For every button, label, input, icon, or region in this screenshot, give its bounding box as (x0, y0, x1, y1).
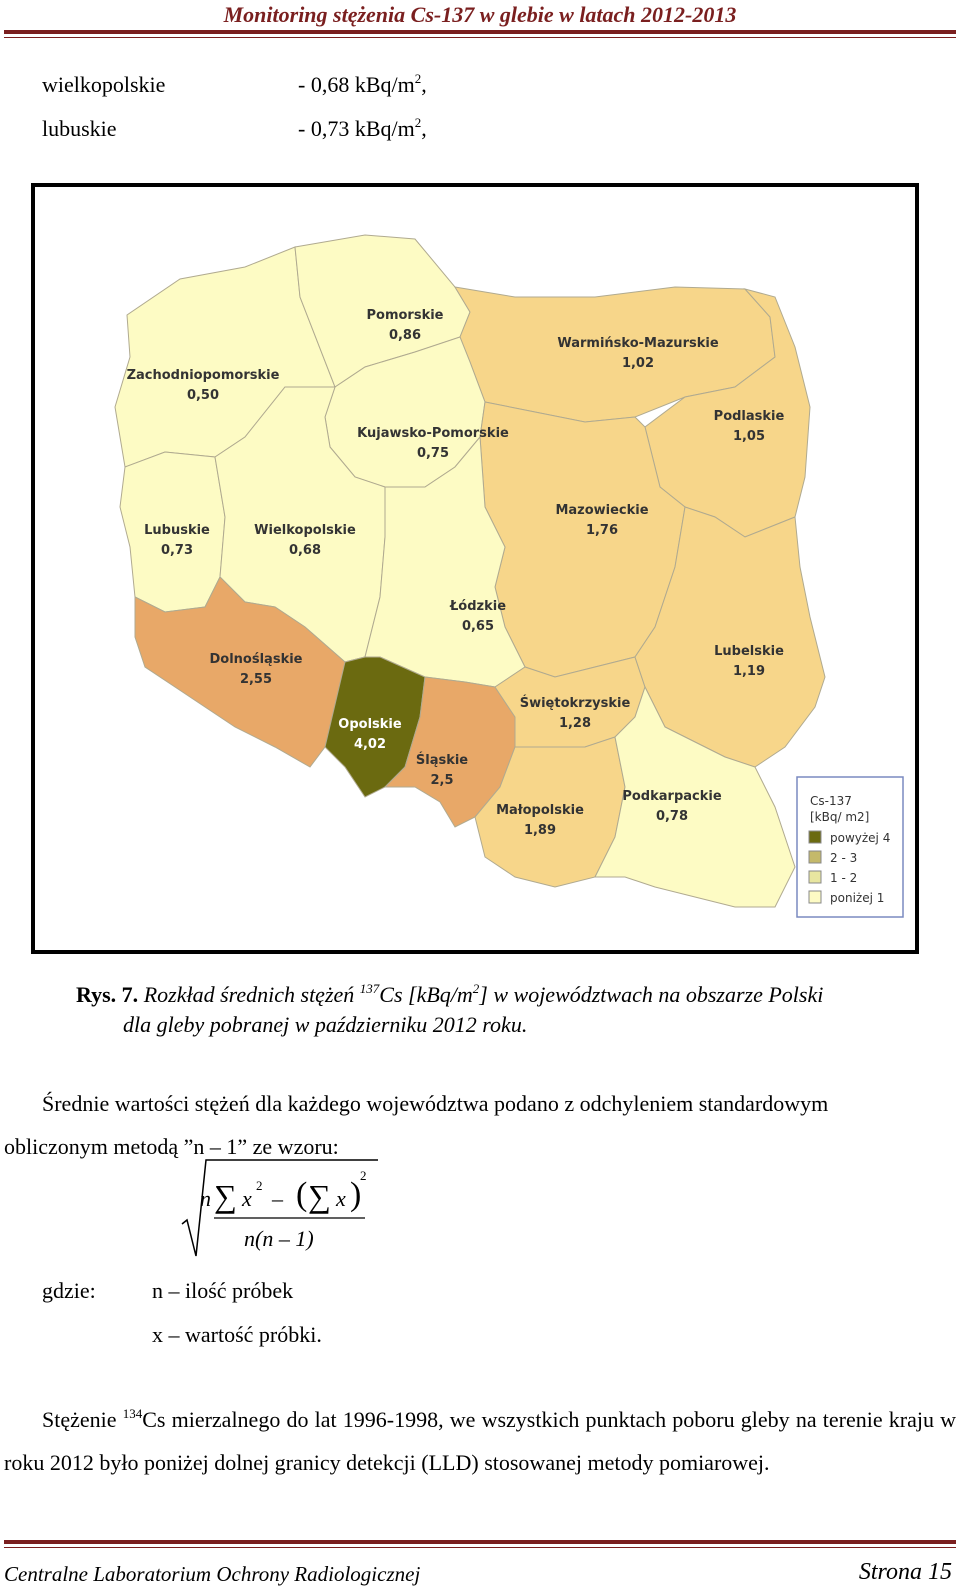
region-label-lodzkie: Łódzkie (449, 599, 507, 614)
region-label-warminsko-mazurskie: Warmińsko-Mazurskie (557, 336, 719, 351)
list-item-lubuskie-value: - 0,73 kBq/$m^2$, (298, 115, 427, 141)
region-label-opolskie: Opolskie (338, 717, 402, 732)
where-item-x: x – wartość próbki. (152, 1322, 322, 1347)
map-figure (31, 183, 919, 954)
region-value-warminsko-mazurskie: 1,02 (621, 356, 655, 371)
region-label-podkarpackie: Podkarpackie (622, 789, 722, 804)
paragraph-cs134: Stężenie $^{134}$Cs mierzalnego do lat 1996-1998, we wszystkich punktach poboru gleby na terenie kraju w roku 2012 było poniżej dolnej granicy detekcji (LLD) stosowanej metody pomiarowej. (4, 1406, 957, 1475)
region-label-mazowieckie: Mazowieckie (555, 503, 649, 518)
poland-map (35, 187, 915, 950)
region-value-wielkopolskie: 0,68 (288, 543, 322, 558)
region-label-slaskie: Śląskie (415, 753, 469, 768)
legend-swatch-2 (809, 871, 821, 883)
region-value-mazowieckie: 1,76 (585, 523, 619, 538)
caption-line2: dla gleby pobranej w październiku 2012 roku. (123, 1012, 528, 1037)
formula: n ∑ x 2 – ( ∑ x ) 2 n(n – 1) (178, 1152, 378, 1262)
caption-text-pre: Rozkład średnich stężeń (143, 982, 355, 1007)
footer-institution: Centralne Laboratorium Ochrony Radiologicznej (4, 1562, 421, 1586)
region-label-dolnoslaskie: Dolnośląskie (209, 652, 303, 667)
header-rule (4, 30, 956, 34)
region-value-lubuskie: 0,73 (160, 543, 194, 558)
figure-caption: Rys. 7. Rozkład średnich stężeń $^{137}$Cs $[kBq/m^2]$ w województwach na obszarze Polski dla gleby pobranej w październiku 2012 roku. (76, 980, 936, 1040)
legend-title-line1: Cs-137 (810, 794, 852, 808)
region-label-lubelskie: Lubelskie (714, 644, 784, 659)
region-label-swietokrzyskie: Świętokrzyskie (519, 696, 631, 711)
region-label-lubuskie: Lubuskie (144, 523, 210, 538)
list-item-wielkopolskie-value: - 0,68 kBq/$m^2$, (298, 71, 427, 97)
region-value-kujawsko-pomorskie: 0,75 (416, 446, 450, 461)
footer-rule (4, 1540, 956, 1544)
header-rule-thin (4, 37, 956, 38)
paragraph-std-dev: Średnie wartości stężeń dla każdego województwa podano z odchyleniem standardowym obliczonym metodą ”n – 1” ze wzoru: (4, 1091, 829, 1159)
region-value-zachodniopomorskie: 0,50 (186, 388, 220, 403)
region-value-podkarpackie: 0,78 (655, 809, 689, 824)
legend-swatch-3 (809, 891, 821, 903)
region-label-podlaskie: Podlaskie (713, 409, 785, 424)
footer-rule-thin (4, 1547, 956, 1548)
region-value-podlaskie: 1,05 (732, 429, 766, 444)
legend-swatch-0 (809, 831, 821, 843)
legend-title-line2: [kBq/ m2] (810, 810, 870, 824)
list-item-lubuskie-name: lubuskie (42, 116, 117, 141)
region-value-lubelskie: 1,19 (732, 664, 766, 679)
region-value-pomorskie: 0,86 (388, 328, 422, 343)
legend-swatch-1 (809, 851, 821, 863)
region-value-lodzkie: 0,65 (461, 619, 495, 634)
page-header-title: Monitoring stężenia Cs-137 w glebie w latach 2012-2013 (223, 2, 737, 27)
region-label-malopolskie: Małopolskie (496, 803, 584, 818)
where-label: gdzie: (42, 1278, 96, 1303)
legend-label-3: poniżej 1 (830, 891, 885, 905)
legend-label-2: 1 - 2 (830, 871, 858, 885)
region-value-swietokrzyskie: 1,28 (558, 716, 592, 731)
footer-page-number: Strona 15 (858, 1559, 952, 1585)
region-label-kujawsko-pomorskie: Kujawsko-Pomorskie (357, 426, 509, 441)
caption-label: Rys. 7. (76, 982, 139, 1007)
region-value-malopolskie: 1,89 (523, 823, 557, 838)
region-label-wielkopolskie: Wielkopolskie (254, 523, 356, 538)
legend-label-1: 2 - 3 (830, 851, 858, 865)
where-item-n: n – ilość próbek (152, 1278, 294, 1303)
legend-label-0: powyżej 4 (830, 831, 891, 845)
list-item-wielkopolskie-name: wielkopolskie (42, 72, 166, 97)
region-value-slaskie: 2,5 (430, 773, 454, 788)
region-label-zachodniopomorskie: Zachodniopomorskie (126, 368, 280, 383)
region-value-dolnoslaskie: 2,55 (239, 672, 273, 687)
region-value-opolskie: 4,02 (353, 737, 387, 752)
region-label-pomorskie: Pomorskie (366, 308, 444, 323)
